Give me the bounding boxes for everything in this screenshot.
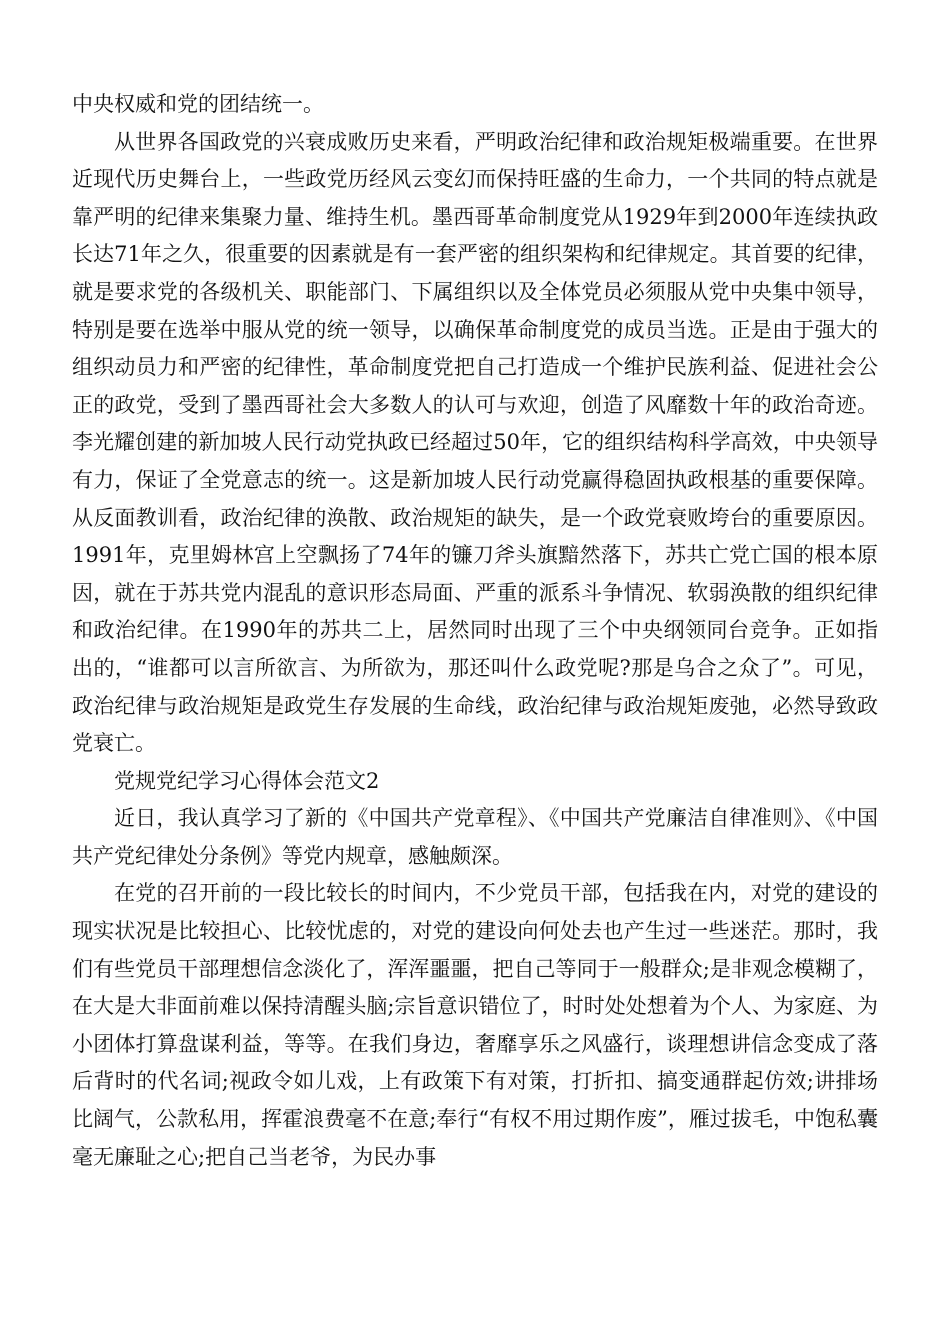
paragraph-party-history: 从世界各国政党的兴衰成败历史来看，严明政治纪律和政治规矩极端重要。在世界近现代历史舞台上，一些政党历经风云变幻而保持旺盛的生命力，一个共同的特点就是靠严明的纪律来集聚力量、维持生机。墨西哥革命制度党从1929年到2000年连续执政长达71年之久，很重要的因素就是有一套严密的组织架构和纪律规定。其首要的纪律，就是要求党的各级机关、职能部门、下属组织以及全体党员必须服从党中央集中领导，特别是要在选举中服从党的统一领导，以确保革命制度党的成员当选。正是由于强大的组织动员力和严密的纪律性，革命制度党把自己打造成一个维护民族利益、促进社会公正的政党，受到了墨西哥社会大多数人的认可与欢迎，创造了风靡数十年的政治奇迹。李光耀创建的新加坡人民行动党执政已经超过50年，它的组织结构科学高效，中央领导有力，保证了全党意志的统一。这是新加坡人民行动党赢得稳固执政根基的重要保障。从反面教训看，政治纪律的涣散、政治规矩的缺失，是一个政党衰败垮台的重要原因。1991年，克里姆林宫上空飘扬了74年的镰刀斧头旗黯然落下，苏共亡党亡国的根本原因，就在于苏共党内混乱的意识形态局面、严重的派系斗争情况、软弱涣散的组织纪律和政治纪律。在1990年的苏共二上，居然同时出现了三个中央纲领同台竞争。正如指出的，“谁都可以言所欲言、为所欲为，那还叫什么政党呢?那是乌合之众了”。可见，政治纪律与政治规矩是政党生存发展的生命线，政治纪律与政治规矩废弛，必然导致政党衰亡。 (72, 129, 878, 756)
paragraph-study-intro: 近日，我认真学习了新的《中国共产党章程》、《中国共产党廉洁自律准则》、《中国共产党纪律处分条例》等党内规章，感触颇深。 (72, 806, 878, 868)
document-page (72, 86, 878, 1176)
paragraph-party-building: 在党的召开前的一段比较长的时间内，不少党员干部，包括我在内，对党的建设的现实状况是比较担心、比较忧虑的，对党的建设向何处去也产生过一些迷茫。那时，我们有些党员干部理想信念淡化了，浑浑噩噩，把自己等同于一般群众;是非观念模糊了，在大是大非面前难以保持清醒头脑;宗旨意识错位了，时时处处想着为个人、为家庭、为小团体打算盘谋利益，等等。在我们身边，奢靡享乐之风盛行，谈理想讲信念变成了落后背时的代名词;视政令如儿戏，上有政策下有对策，打折扣、搞变通群起仿效;讲排场比阔气，公款私用，挥霍浪费毫不在意;奉行“有权不用过期作废”，雁过拔毛，中饱私囊毫无廉耻之心;把自己当老爷，为民办事 (72, 881, 878, 1169)
section-heading: 党规党纪学习心得体会范文2 (114, 768, 380, 793)
paragraph-continuation: 中央权威和党的团结统一。 (72, 92, 324, 116)
